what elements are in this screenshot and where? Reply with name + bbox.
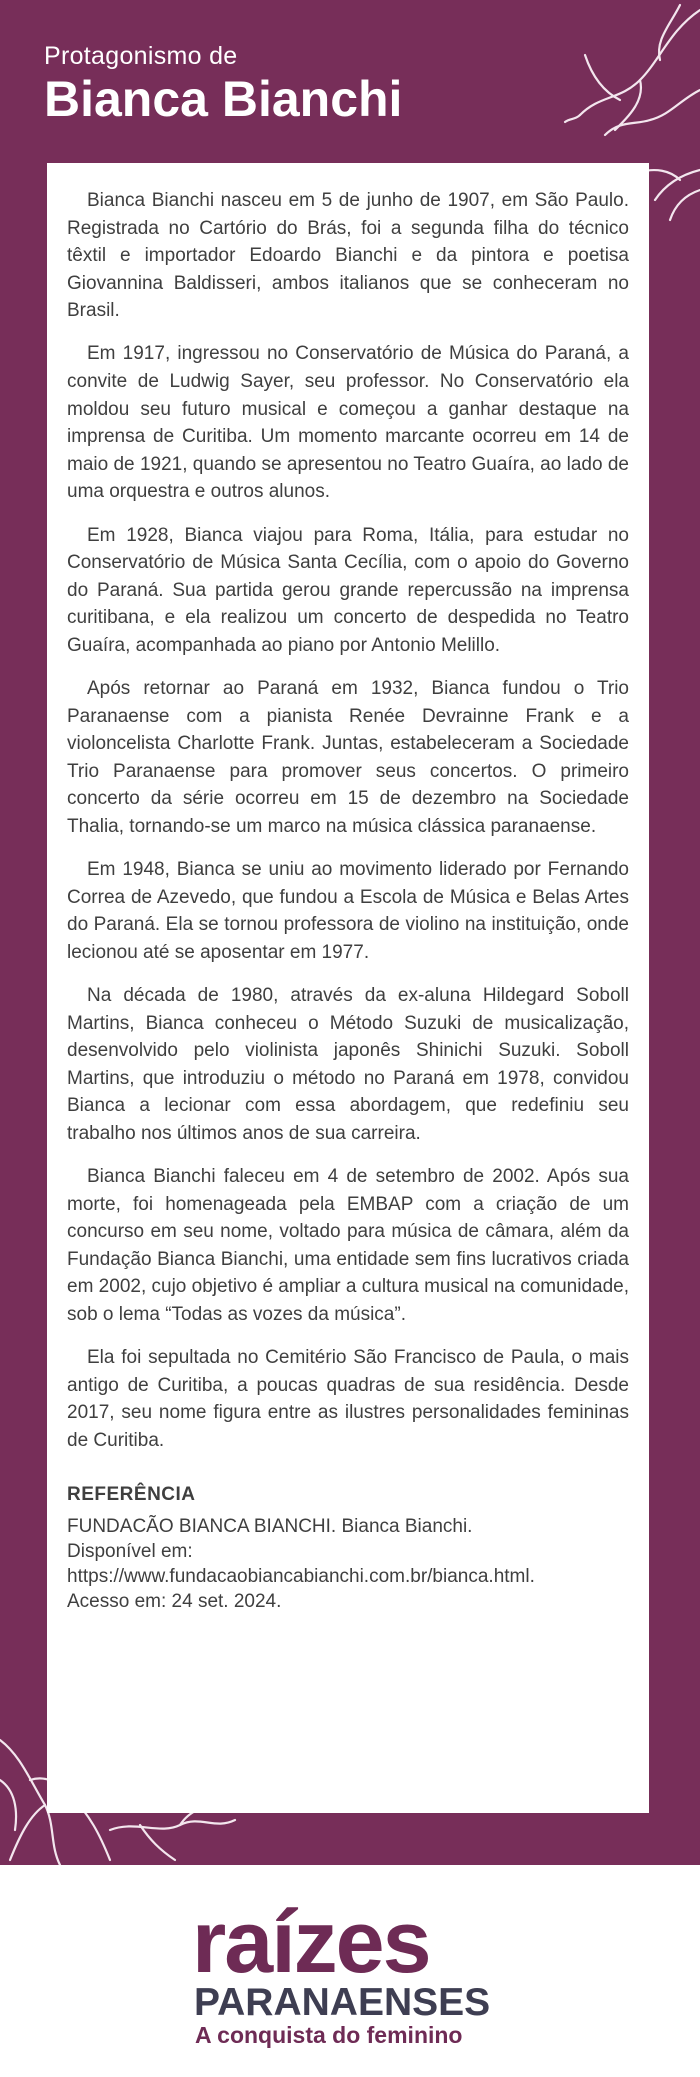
logo-tagline: A conquista do feminino bbox=[195, 2022, 463, 2048]
biography-paragraph-7: Bianca Bianchi faleceu em 4 de setembro de 2002. Após sua morte, foi homenageada pela EMBAP com a criação de um concurso em seu nome, voltado para música de câmara, além da Fundação Bianca Bianchi, uma entidade sem fins lucrativos criada em 2002, cujo objetivo é ampliar a cultura musical na comunidade, sob o lema “Todas as vozes da música”. bbox=[67, 1166, 629, 1325]
biography-paragraph-2: Em 1917, ingressou no Conservatório de Música do Paraná, a convite de Ludwig Sayer, seu professor. No Conservatório ela moldou seu futuro musical e começou a ganhar destaque na imprensa de Curitiba. Um momento marcante ocorreu em 14 de maio de 1921, quando se apresentou no Teatro Guaíra, ao lado de uma orquestra e outros alunos. bbox=[67, 343, 629, 503]
logo-word: raízes bbox=[192, 1892, 430, 1991]
reference-citation bbox=[67, 1514, 629, 1614]
biography-paragraph-1: Bianca Bianchi nasceu em 5 de junho de 1907, em São Paulo. Registrada no Cartório do Brás, foi a segunda filha do técnico têxtil e importador Edoardo Bianchi e da pintora e poetisa Giovannina Baldisseri, ambos italianos que se conheceram no Brasil. bbox=[67, 190, 629, 322]
reference-line-1: FUNDACÃO BIANCA BIANCHI. Bianca Bianchi. bbox=[67, 1516, 473, 1538]
biography-paragraph-4: Após retornar ao Paraná em 1932, Bianca fundou o Trio Paranaense com a pianista Renée Devrainne Frank e a violoncelista Charlotte Frank. Juntas, estabeleceram a Sociedade Trio Paranaense para promover seus concertos. O primeiro concerto da série ocorreu em 15 de dezembro na Sociedade Thalia, tornando-se um marco na música clássica paranaense. bbox=[67, 678, 629, 837]
reference-access-date: Acesso em: 24 set. 2024. bbox=[67, 1591, 282, 1613]
biography-paragraph-6: Na década de 1980, através da ex-aluna Hildegard Soboll Martins, Bianca conheceu o Método Suzuki de musicalização, desenvolvido pelo violinista japonês Shinichi Suzuki. Soboll Martins, que introduziu o método no Paraná em 1978, convidou Bianca a lecionar com essa abordagem, que redefiniu seu trabalho nos últimos anos de sua carreira. bbox=[67, 984, 629, 1144]
page-title: Bianca Bianchi bbox=[44, 71, 403, 127]
page-subtitle: Protagonismo de bbox=[44, 42, 238, 70]
reference-line-2: Disponível em: bbox=[67, 1541, 193, 1563]
biography-paragraph-8: Ela foi sepultada no Cemitério São Francisco de Paula, o mais antigo de Curitiba, a poucas quadras de sua residência. Desde 2017, seu nome figura entre as ilustres personalidades femininas de Curitiba. bbox=[67, 1347, 629, 1451]
reference-url: https://www.fundacaobiancabianchi.com.br/bianca.html. bbox=[67, 1566, 535, 1588]
biography-paragraph-3: Em 1928, Bianca viajou para Roma, Itália, para estudar no Conservatório de Música Santa Cecília, com o apoio do Governo do Paraná. Sua partida gerou grande repercussão na imprensa curitibana, e ela realizou um concerto de despedida no Teatro Guaíra, acompanhada ao piano por Antonio Melillo. bbox=[67, 524, 629, 656]
biography-paragraph-5: Em 1948, Bianca se uniu ao movimento liderado por Fernando Correa de Azevedo, que fundou a Escola de Música e Belas Artes do Paraná. Ela se tornou professora de violino na instituição, onde lecionou até se aposentar em 1977. bbox=[67, 859, 629, 963]
reference-heading: REFERÊNCIA bbox=[67, 1484, 196, 1506]
logo-subtitle: PARANAENSES bbox=[194, 1981, 491, 2024]
header bbox=[44, 42, 402, 126]
content-card bbox=[47, 163, 649, 1813]
